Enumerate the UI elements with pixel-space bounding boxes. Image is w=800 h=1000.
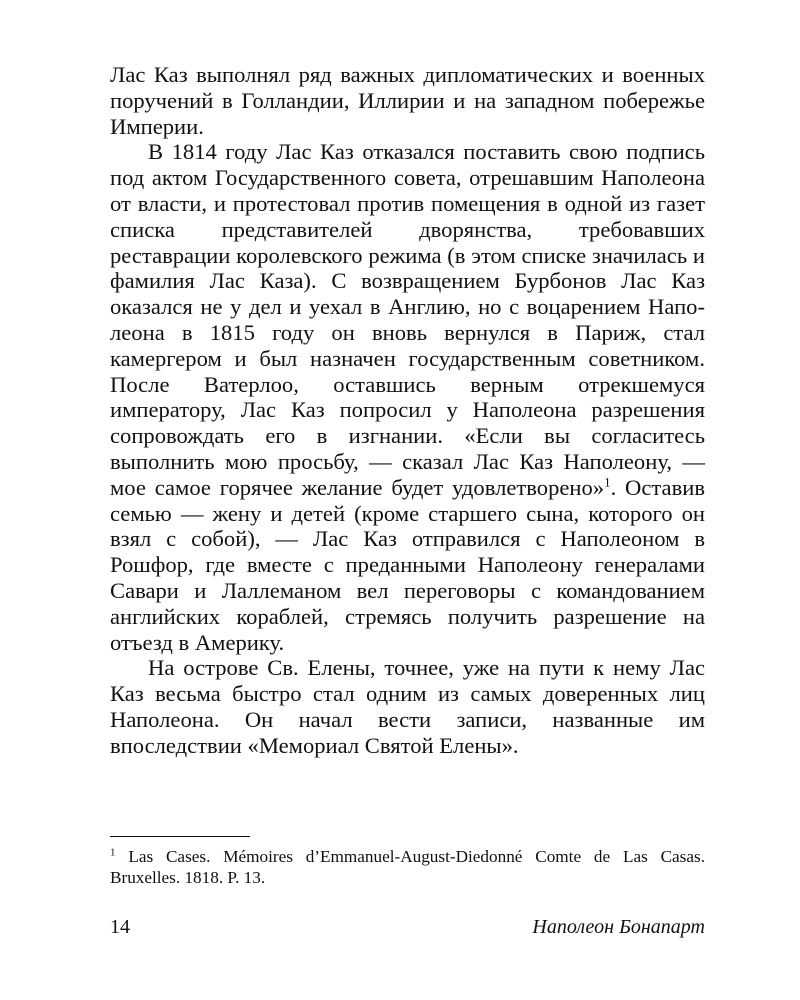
footnote: [110, 846, 705, 888]
paragraph-1: Лас Каз выполнял ряд важных дипломатических и военных поручений в Голландии, Иллирии и на западном побережье Империи.: [110, 62, 705, 139]
paragraph-2-text: В 1814 году Лас Каз отказался поставить свою подпись под актом Государственного совета, отрешавшим Наполеона от власти, и протестовал против помещения в одной из газет списка представителей дворянства, требовавших реставрации королевского режима (в этом списке значилась и фамилия Лас Каза). С возвращением Бурбонов Лас Каз оказался не у дел и уехал в Англию, но с воцарением Наполеона в 1815 году он вновь вернулся в Париж, стал камергером и был назначен государственным советником. После Ватерлоо, оставшись верным отрекшемуся императору, Лас Каз попросил у Наполеона разрешения сопровождать его в изгнании. «Если вы согласитесь выполнить мою просьбу, — сказал Лас Каз Наполеону, — мое самое горячее желание будет удовлетворено»: [110, 139, 705, 500]
body-text: [110, 62, 705, 759]
footnote-mark: 1: [110, 846, 116, 859]
book-page: [110, 62, 705, 962]
footnote-reference: 1: [604, 474, 611, 490]
page-number: 14: [110, 916, 130, 938]
paragraph-3: На острове Св. Елены, точнее, уже на пути к нему Лас Каз весьма быстро стал одним из самых доверенных лиц Наполеона. Он начал вести записи, названные им впоследствии «Мемориал Святой Елены».: [110, 655, 705, 758]
footnote-text: Las Cases. Mémoires d’Emmanuel-August-Diedonné Comte de Las Casas. Bruxelles. 1818. P. 13.: [110, 847, 705, 887]
paragraph-2-text-continued: . Оставив семью — жену и детей (кроме старшего сына, которого он взял с собой), — Лас Каз отправился с Наполеоном в Рошфор, где вместе с преданными Наполеону генералами Савари и Лаллеманом вел переговоры с командованием английских кораблей, стремясь получить разрешение на отъезд в Америку.: [110, 474, 706, 655]
paragraph-2: [110, 139, 705, 655]
running-title: Наполеон Бонапарт: [532, 916, 705, 938]
footnote-divider: [110, 836, 250, 837]
